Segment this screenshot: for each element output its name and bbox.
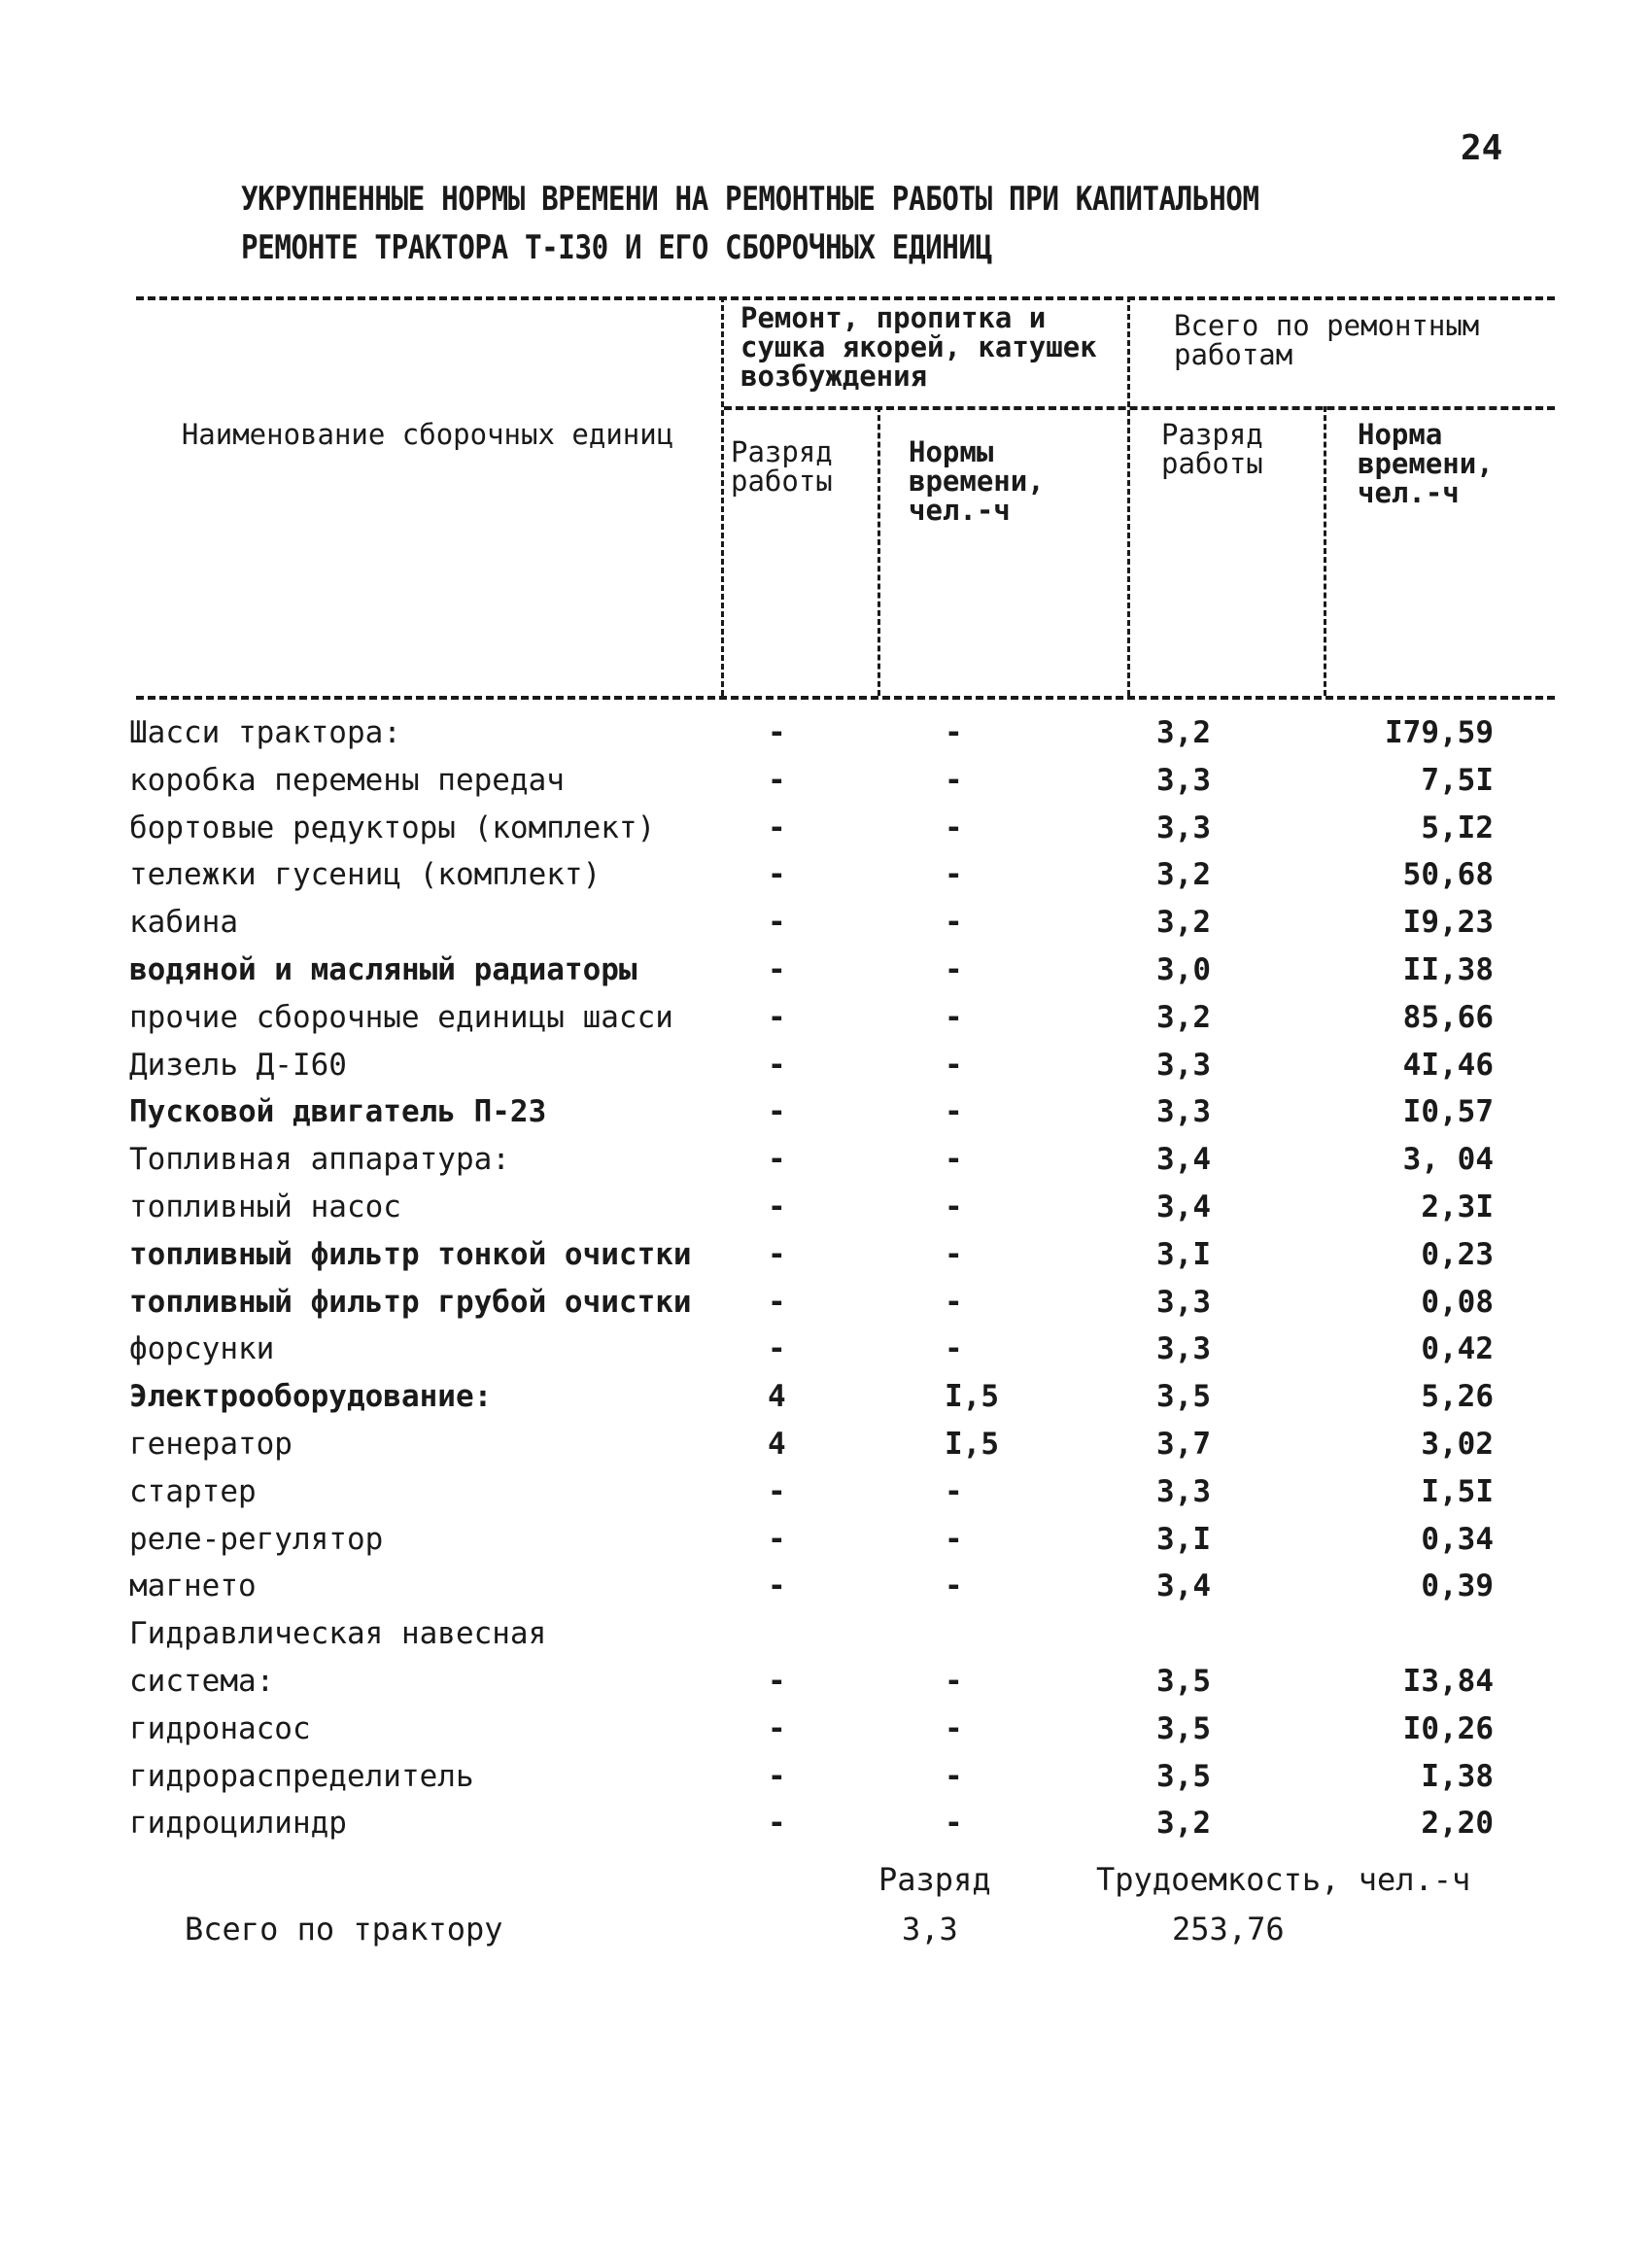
row-g2-rank: 3,4	[1156, 1142, 1211, 1178]
col-divider-1	[721, 296, 724, 696]
row-g1-norm: -	[945, 857, 963, 893]
row-name: Дизель Д-I60	[129, 1047, 347, 1083]
header-group-total: Всего по ремонтным работам	[1174, 309, 1480, 371]
row-g2-rank: 3,5	[1156, 1758, 1211, 1794]
row-g1-rank: -	[768, 951, 786, 987]
row-g2-rank: 3,2	[1156, 905, 1211, 941]
row-g1-rank: -	[768, 1236, 786, 1272]
row-g2-norm: I,5I	[1421, 1473, 1494, 1509]
table-row	[0, 1044, 1652, 1091]
table-row	[0, 996, 1652, 1044]
row-g1-rank: -	[768, 762, 786, 798]
table-row	[0, 759, 1652, 807]
row-g2-rank: 3,4	[1156, 1189, 1211, 1224]
table-row	[0, 1423, 1652, 1470]
header-group-repair: Ремонт, пропитка и сушка якорей, катушек возбуждения	[740, 301, 1097, 393]
row-g1-norm: -	[945, 1094, 963, 1130]
row-name: топливный насос	[129, 1189, 401, 1224]
row-g2-norm: 4I,46	[1402, 1047, 1494, 1083]
table-row	[0, 1707, 1652, 1755]
footer-total-rank: 3,3	[902, 1911, 958, 1948]
footer-labor-label: Трудоемкость, чел.-ч	[1096, 1861, 1471, 1898]
row-g1-norm: -	[945, 1521, 963, 1557]
row-g1-rank: 4	[768, 1379, 786, 1415]
table-row	[0, 1470, 1652, 1518]
row-name: гидронасос	[129, 1710, 311, 1746]
row-g1-norm: I,5	[945, 1426, 999, 1462]
row-name: водяной и масляный радиаторы	[129, 951, 637, 987]
row-name: реле-регулятор	[129, 1521, 384, 1557]
table-row	[0, 1090, 1652, 1138]
table-row	[0, 1281, 1652, 1328]
table-row	[0, 1233, 1652, 1281]
header-g2-rank: Разряд работы	[1161, 418, 1263, 480]
header-g2-norm: Норма времени, чел.-ч	[1358, 418, 1494, 509]
row-g2-norm: I0,26	[1402, 1710, 1494, 1746]
row-g1-rank: -	[768, 1710, 786, 1746]
row-g1-norm: -	[945, 951, 963, 987]
table-row	[0, 711, 1652, 759]
row-name: система:	[129, 1663, 275, 1699]
row-g1-rank: -	[768, 905, 786, 941]
row-g1-norm: -	[945, 1663, 963, 1699]
row-g1-rank: -	[768, 1284, 786, 1320]
row-g2-norm: 50,68	[1402, 857, 1494, 893]
row-g1-norm: -	[945, 905, 963, 941]
row-name: магнето	[129, 1569, 257, 1604]
row-name: топливный фильтр грубой очистки	[129, 1284, 692, 1320]
row-g1-norm: -	[945, 1473, 963, 1509]
row-g1-rank: -	[768, 1758, 786, 1794]
header-name-column: Наименование сборочных единиц	[181, 418, 674, 451]
col-divider-2	[878, 406, 880, 696]
row-g2-rank: 3,2	[1156, 1806, 1211, 1842]
row-g2-rank: 3,3	[1156, 1473, 1211, 1509]
row-g1-norm: -	[945, 1758, 963, 1794]
row-name: топливный фильтр тонкой очистки	[129, 1236, 692, 1272]
row-g1-norm: -	[945, 1236, 963, 1272]
row-g1-rank: -	[768, 810, 786, 845]
row-g2-rank: 3,4	[1156, 1569, 1211, 1604]
table-body	[0, 711, 1652, 1849]
row-name: Гидравлическая навесная	[129, 1616, 547, 1652]
row-g2-rank: 3,3	[1156, 762, 1211, 798]
table-row	[0, 901, 1652, 948]
row-g2-norm: 3,02	[1421, 1426, 1494, 1462]
row-g2-norm: 2,20	[1421, 1806, 1494, 1842]
table-row	[0, 1186, 1652, 1233]
header-top-rule	[136, 296, 1555, 300]
row-name: бортовые редукторы (комплект)	[129, 810, 656, 845]
row-g2-norm: 5,26	[1421, 1379, 1494, 1415]
row-g1-norm: -	[945, 1806, 963, 1842]
row-g2-norm: I79,59	[1385, 715, 1494, 750]
row-g1-rank: -	[768, 1331, 786, 1367]
table-row	[0, 807, 1652, 854]
row-g2-norm: I3,84	[1402, 1663, 1494, 1699]
row-g1-norm: -	[945, 762, 963, 798]
row-g1-rank: -	[768, 1473, 786, 1509]
row-name: прочие сборочные единицы шасси	[129, 999, 673, 1035]
row-g2-rank: 3,2	[1156, 715, 1211, 750]
table-row	[0, 948, 1652, 996]
row-g1-rank: -	[768, 1094, 786, 1130]
row-g2-norm: 85,66	[1402, 999, 1494, 1035]
row-g2-rank: 3,2	[1156, 999, 1211, 1035]
row-g2-norm: 2,3I	[1421, 1189, 1494, 1224]
row-name: Топливная аппаратура:	[129, 1142, 510, 1178]
table-row	[0, 1138, 1652, 1186]
row-g2-norm: 5,I2	[1421, 810, 1494, 845]
row-g1-rank: -	[768, 1806, 786, 1842]
header-mid-rule	[724, 406, 1555, 410]
row-name: кабина	[129, 905, 238, 941]
row-g2-norm: 7,5I	[1421, 762, 1494, 798]
row-name: Пусковой двигатель П-23	[129, 1094, 547, 1130]
row-g1-norm: -	[945, 1569, 963, 1604]
row-g2-norm: I,38	[1421, 1758, 1494, 1794]
row-g2-norm: I0,57	[1402, 1094, 1494, 1130]
row-g2-norm: 0,34	[1421, 1521, 1494, 1557]
table-row	[0, 1518, 1652, 1566]
row-g1-rank: -	[768, 1142, 786, 1178]
row-g1-norm: -	[945, 1331, 963, 1367]
table-row	[0, 1375, 1652, 1423]
table-row	[0, 1660, 1652, 1707]
row-g2-rank: 3,5	[1156, 1663, 1211, 1699]
row-g2-rank: 3,2	[1156, 857, 1211, 893]
row-g1-norm: -	[945, 1284, 963, 1320]
row-g2-rank: 3,I	[1156, 1521, 1211, 1557]
table-row	[0, 1802, 1652, 1849]
row-g1-rank: -	[768, 1521, 786, 1557]
header-g1-rank: Разряд работы	[731, 435, 833, 498]
row-g2-norm: II,38	[1402, 951, 1494, 987]
row-name: генератор	[129, 1426, 293, 1462]
row-name: коробка перемены передач	[129, 762, 565, 798]
row-g1-rank: -	[768, 1663, 786, 1699]
row-g2-rank: 3,5	[1156, 1379, 1211, 1415]
row-g1-rank: -	[768, 1189, 786, 1224]
header-g1-norm: Нормы времени, чел.-ч	[909, 435, 1045, 527]
row-g2-rank: 3,3	[1156, 1284, 1211, 1320]
row-g1-norm: -	[945, 1142, 963, 1178]
row-name: форсунки	[129, 1331, 275, 1367]
title-line-1: УКРУПНЕННЫЕ НОРМЫ ВРЕМЕНИ НА РЕМОНТНЫЕ РАБОТЫ ПРИ КАПИТАЛЬНОМ	[241, 180, 1259, 219]
row-g2-rank: 3,3	[1156, 1047, 1211, 1083]
row-g2-norm: I9,23	[1402, 905, 1494, 941]
row-g2-norm: 0,23	[1421, 1236, 1494, 1272]
row-g2-norm: 0,39	[1421, 1569, 1494, 1604]
row-g1-rank: -	[768, 857, 786, 893]
col-divider-4	[1324, 406, 1326, 696]
page-number: 24	[1461, 128, 1503, 168]
title-line-2: РЕМОНТЕ ТРАКТОРА Т-I30 И ЕГО СБОРОЧНЫХ ЕДИНИЦ	[241, 228, 992, 267]
row-g2-norm: 3, 04	[1402, 1142, 1494, 1178]
row-g1-rank: -	[768, 715, 786, 750]
row-g1-rank: -	[768, 1569, 786, 1604]
table-row	[0, 1327, 1652, 1375]
row-name: Электрооборудование:	[129, 1379, 493, 1415]
row-g1-norm: -	[945, 1047, 963, 1083]
row-g1-norm: -	[945, 999, 963, 1035]
row-g1-rank: -	[768, 999, 786, 1035]
row-g2-norm: 0,42	[1421, 1331, 1494, 1367]
row-g1-norm: -	[945, 715, 963, 750]
row-name: Шасси трактора:	[129, 715, 401, 750]
page-title	[241, 175, 1327, 272]
row-g1-rank: -	[768, 1047, 786, 1083]
row-g2-rank: 3,3	[1156, 810, 1211, 845]
footer-total-label: Всего по трактору	[185, 1911, 503, 1948]
row-g1-norm: I,5	[945, 1379, 999, 1415]
footer-total-labor: 253,76	[1172, 1911, 1285, 1948]
table-row	[0, 853, 1652, 901]
row-name: гидрораспределитель	[129, 1758, 474, 1794]
table-row	[0, 1612, 1652, 1660]
row-g1-rank: 4	[768, 1426, 786, 1462]
row-name: стартер	[129, 1473, 257, 1509]
row-g2-rank: 3,5	[1156, 1710, 1211, 1746]
table-row	[0, 1565, 1652, 1612]
row-g2-rank: 3,I	[1156, 1236, 1211, 1272]
row-g1-norm: -	[945, 1189, 963, 1224]
row-name: гидроцилиндр	[129, 1806, 347, 1842]
footer-rank-label: Разряд	[878, 1861, 991, 1898]
row-name: тележки гусениц (комплект)	[129, 857, 602, 893]
row-g2-norm: 0,08	[1421, 1284, 1494, 1320]
row-g2-rank: 3,3	[1156, 1331, 1211, 1367]
header-bottom-rule	[136, 696, 1555, 700]
row-g2-rank: 3,7	[1156, 1426, 1211, 1462]
row-g1-norm: -	[945, 1710, 963, 1746]
col-divider-3	[1127, 296, 1130, 696]
row-g2-rank: 3,0	[1156, 951, 1211, 987]
table-row	[0, 1755, 1652, 1803]
row-g2-rank: 3,3	[1156, 1094, 1211, 1130]
row-g1-norm: -	[945, 810, 963, 845]
